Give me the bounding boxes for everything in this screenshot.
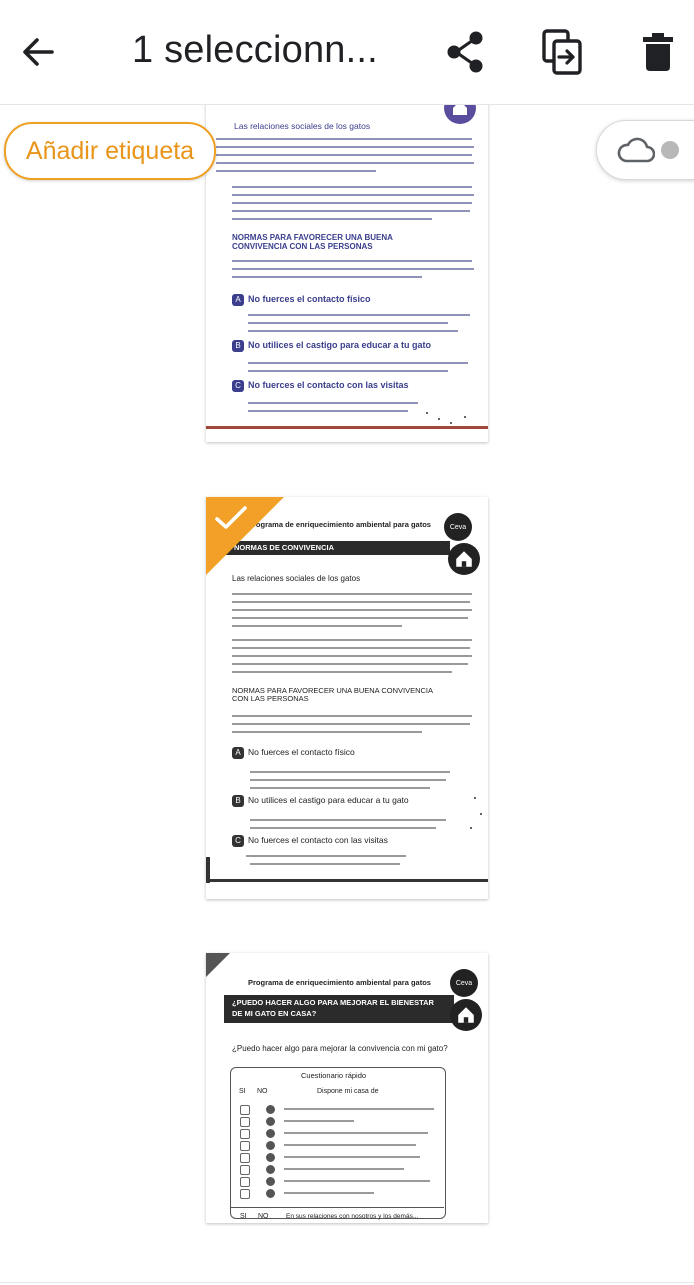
rule-c-badge: C — [232, 835, 244, 847]
document-page-2[interactable] — [206, 497, 488, 899]
cloud-icon — [617, 137, 655, 163]
house-badge-icon — [450, 999, 482, 1031]
page-heading: Las relaciones sociales de los gatos — [232, 574, 361, 583]
footer-row-text: En sus relaciones con nosotros y los demás... — [286, 1213, 419, 1220]
back-button[interactable] — [8, 22, 68, 82]
rule-c-text: No fuerces el contacto con las visitas — [248, 380, 409, 390]
share-button[interactable] — [436, 22, 496, 82]
document-page-1[interactable] — [206, 100, 488, 442]
house-badge-icon — [448, 543, 480, 575]
rule-a-text: No fuerces el contacto físico — [248, 294, 371, 304]
question-text: ¿Puedo hacer algo para mejorar la convivencia con mi gato? — [232, 1044, 448, 1053]
ceva-logo: Ceva — [444, 513, 472, 541]
section-band: NORMAS DE CONVIVENCIA — [224, 541, 450, 555]
rule-c-text: No fuerces el contacto con las visitas — [248, 835, 388, 845]
rule-a-text: No fuerces el contacto físico — [248, 747, 355, 757]
rule-b-badge: B — [232, 340, 244, 352]
delete-button[interactable] — [628, 22, 688, 82]
add-tag-label: Añadir etiqueta — [25, 136, 195, 165]
quiz-title: Cuestionario rápido — [301, 1071, 367, 1080]
section-band: ¿PUEDO HACER ALGO PARA MEJORAR EL BIENESTAR DE MI GATO EN CASA? — [224, 995, 454, 1023]
rule-c-badge: C — [232, 380, 244, 392]
page-heading: Las relaciones sociales de los gatos — [234, 121, 371, 131]
footer-si: SI — [240, 1213, 247, 1220]
program-title: Programa de enriquecimiento ambiental para gatos — [248, 520, 431, 529]
arrow-back-icon — [18, 32, 58, 72]
sync-status-dot — [661, 141, 679, 159]
section-title: NORMAS PARA FAVORECER UNA BUENA CONVIVENCIA CON LAS PERSONAS — [232, 686, 433, 704]
move-button[interactable] — [532, 22, 592, 82]
rule-b-text: No utilices el castigo para educar a tu gato — [248, 340, 432, 350]
column-header: Dispone mi casa de — [317, 1088, 379, 1095]
top-app-bar — [0, 0, 694, 105]
add-tag-chip[interactable] — [4, 122, 216, 180]
bottom-divider — [0, 1282, 694, 1283]
share-icon — [444, 30, 488, 74]
section-title: NORMAS PARA FAVORECER UNA BUENA CONVIVENCIA CON LAS PERSONAS — [232, 233, 393, 251]
rule-b-badge: B — [232, 795, 244, 807]
column-no: NO — [257, 1088, 268, 1095]
document-page-3[interactable] — [206, 953, 488, 1223]
quick-quiz-box — [230, 1067, 446, 1219]
move-to-icon — [540, 29, 584, 75]
trash-icon — [641, 31, 675, 73]
ceva-logo: Ceva — [450, 969, 478, 997]
rule-a-badge: A — [232, 747, 244, 759]
sync-status-chip[interactable] — [596, 120, 694, 180]
program-title: Programa de enriquecimiento ambiental para gatos — [248, 978, 431, 987]
selection-count-title: 1 seleccionn... — [132, 29, 378, 71]
check-icon — [214, 505, 248, 531]
column-si: SI — [239, 1088, 246, 1095]
footer-no: NO — [258, 1213, 269, 1220]
rule-b-text: No utilices el castigo para educar a tu gato — [248, 795, 409, 805]
rule-a-badge: A — [232, 294, 244, 306]
